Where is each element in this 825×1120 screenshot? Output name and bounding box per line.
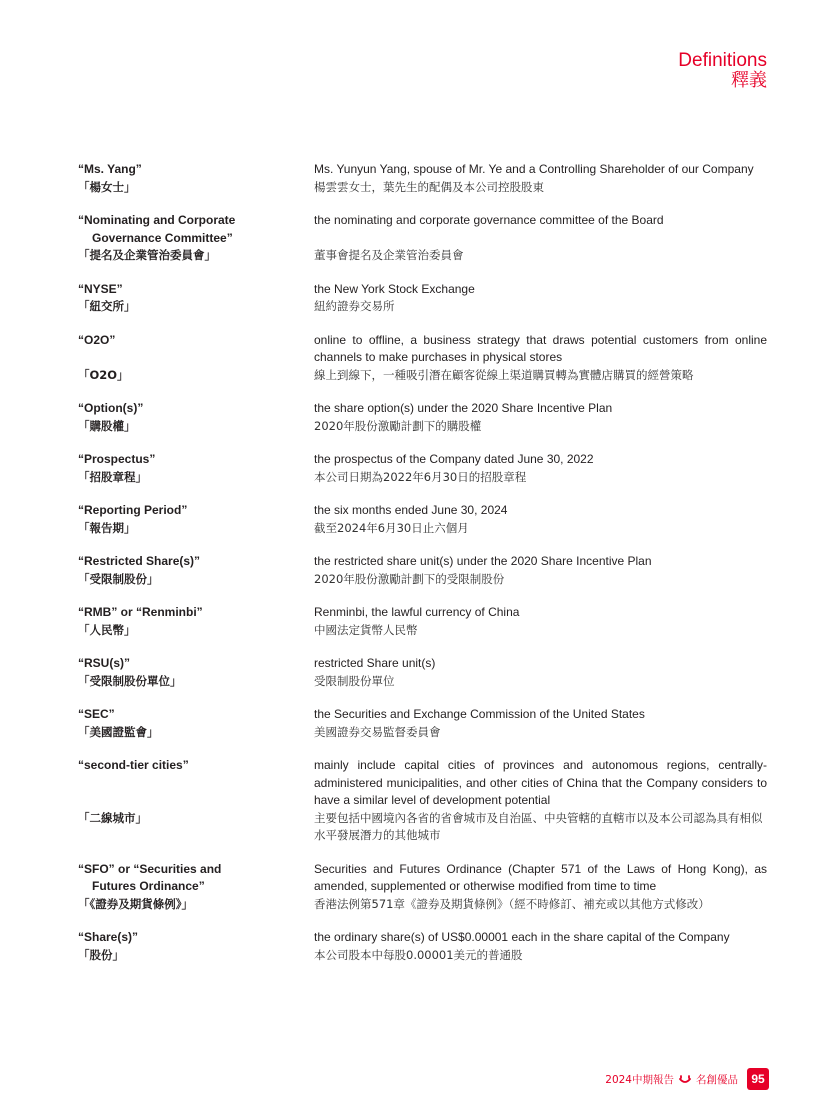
term-en: “NYSE” bbox=[78, 281, 123, 296]
term-zh: 「受限制股份」 bbox=[78, 571, 159, 586]
term-zh: 「招股章程」 bbox=[78, 469, 147, 484]
desc-zh: 董事會提名及企業管治委員會 bbox=[314, 248, 464, 262]
desc-en: online to offline, a business strategy that draws potential customers from online channels to make purchases in physical stores bbox=[314, 332, 767, 364]
definition-entry bbox=[78, 161, 767, 196]
term-zh: 「股份」 bbox=[78, 947, 124, 962]
term-zh: 「楊女士」 bbox=[78, 179, 136, 194]
desc-zh: 受限制股份單位 bbox=[314, 673, 395, 688]
desc-zh: 紐約證券交易所 bbox=[314, 299, 395, 313]
term-zh: 「購股權」 bbox=[78, 418, 136, 433]
desc-zh: 楊雲雲女士，葉先生的配偶及本公司控股股東 bbox=[314, 179, 544, 194]
desc-zh: 主要包括中國境內各省的省會城市及自治區、中央管轄的直轄市以及本公司認為具有相似水平發展潛力的其他城市 bbox=[314, 810, 763, 842]
term-zh: 「O2O」 bbox=[78, 367, 129, 382]
desc-zh: 線上到線下，一種吸引潛在顧客從線上渠道購買轉為實體店購買的經營策略 bbox=[314, 367, 694, 382]
definition-entry bbox=[78, 655, 767, 690]
desc-en: the New York Stock Exchange bbox=[314, 281, 475, 296]
desc-en: the ordinary share(s) of US$0.00001 each in the share capital of the Company bbox=[314, 930, 730, 944]
term-en: “Ms. Yang” bbox=[78, 162, 142, 176]
page-footer bbox=[605, 1068, 769, 1090]
desc-en: Renminbi, the lawful currency of China bbox=[314, 605, 520, 619]
miniso-smile-icon bbox=[679, 1074, 691, 1084]
definition-entry bbox=[78, 706, 767, 741]
term-zh: 「受限制股份單位」 bbox=[78, 673, 182, 688]
term-en: “second-tier cities” bbox=[78, 758, 189, 772]
term-en: “RMB” or “Renminbi” bbox=[78, 605, 203, 619]
definition-entry bbox=[78, 212, 767, 265]
term-zh: 「報告期」 bbox=[78, 520, 136, 535]
term-en: “O2O” bbox=[78, 332, 116, 347]
definition-entry bbox=[78, 553, 767, 588]
term-en: “Reporting Period” bbox=[78, 503, 188, 517]
page-title-zh: 釋義 bbox=[731, 70, 767, 91]
desc-zh: 美國證券交易監督委員會 bbox=[314, 724, 441, 739]
desc-zh: 香港法例第571章《證券及期貨條例》（經不時修訂、補充或以其他方式修改） bbox=[314, 896, 710, 911]
term-en-line2: Governance Committee” bbox=[92, 230, 233, 245]
term-zh: 「紐交所」 bbox=[78, 299, 136, 313]
term-en-line1: “Nominating and Corporate bbox=[78, 213, 236, 227]
desc-zh: 截至2024年6月30日止六個月 bbox=[314, 520, 469, 535]
definitions-list bbox=[78, 161, 767, 980]
page-header bbox=[678, 50, 767, 91]
term-zh: 「人民幣」 bbox=[78, 622, 136, 637]
term-en: “Option(s)” bbox=[78, 401, 144, 415]
definition-entry bbox=[78, 451, 767, 486]
definition-entry bbox=[78, 604, 767, 639]
desc-en: restricted Share unit(s) bbox=[314, 656, 436, 670]
term-en-line1: “SFO” or “Securities and bbox=[78, 861, 222, 876]
term-en bbox=[78, 861, 314, 896]
desc-en: the share option(s) under the 2020 Share Incentive Plan bbox=[314, 401, 613, 415]
desc-en: Ms. Yunyun Yang, spouse of Mr. Ye and a Controlling Shareholder of our Company bbox=[314, 162, 754, 176]
definition-entry bbox=[78, 757, 767, 845]
desc-en: Securities and Futures Ordinance (Chapter 571 of the Laws of Hong Kong), as amended, supplemented or otherwise modified from time to time bbox=[314, 861, 767, 893]
desc-en: the restricted share unit(s) under the 2020 Share Incentive Plan bbox=[314, 554, 652, 568]
definition-entry bbox=[78, 861, 767, 914]
desc-en: the Securities and Exchange Commission of the United States bbox=[314, 707, 645, 721]
desc-zh: 本公司日期為2022年6月30日的招股章程 bbox=[314, 469, 527, 484]
term-en: “RSU(s)” bbox=[78, 656, 131, 670]
desc-zh: 2020年股份激勵計劃下的購股權 bbox=[314, 418, 482, 433]
definition-entry bbox=[78, 929, 767, 964]
term-en bbox=[78, 212, 314, 247]
report-label: 2024中期報告 bbox=[605, 1073, 674, 1086]
definition-entry bbox=[78, 281, 767, 316]
desc-en: the six months ended June 30, 2024 bbox=[314, 503, 508, 517]
term-en: “Share(s)” bbox=[78, 930, 139, 944]
term-en: “Restricted Share(s)” bbox=[78, 554, 201, 568]
desc-en: mainly include capital cities of provinces and autonomous regions, centrally-administered municipalities, and other cities of China that the Company considers to have a similar level of development potential bbox=[314, 758, 767, 807]
definition-entry bbox=[78, 502, 767, 537]
term-en-line2: Futures Ordinance” bbox=[92, 879, 205, 893]
page-number: 95 bbox=[747, 1068, 769, 1090]
definition-entry bbox=[78, 400, 767, 435]
page-title-en: Definitions bbox=[678, 50, 767, 71]
term-en: “Prospectus” bbox=[78, 452, 156, 466]
desc-zh: 本公司股本中每股0.00001美元的普通股 bbox=[314, 947, 523, 962]
term-zh: 「《證券及期貨條例》」 bbox=[78, 896, 193, 911]
term-zh: 「美國證監會」 bbox=[78, 724, 159, 739]
term-zh: 「二線城市」 bbox=[78, 810, 147, 825]
desc-en: the prospectus of the Company dated June 30, 2022 bbox=[314, 452, 594, 466]
definition-entry bbox=[78, 332, 767, 385]
desc-zh: 2020年股份激勵計劃下的受限制股份 bbox=[314, 571, 505, 586]
desc-zh: 中國法定貨幣人民幣 bbox=[314, 622, 418, 637]
desc-en: the nominating and corporate governance committee of the Board bbox=[314, 213, 664, 227]
term-zh: 「提名及企業管治委員會」 bbox=[78, 248, 216, 262]
brand-name: 名創優品 bbox=[696, 1073, 738, 1086]
term-en: “SEC” bbox=[78, 707, 115, 721]
